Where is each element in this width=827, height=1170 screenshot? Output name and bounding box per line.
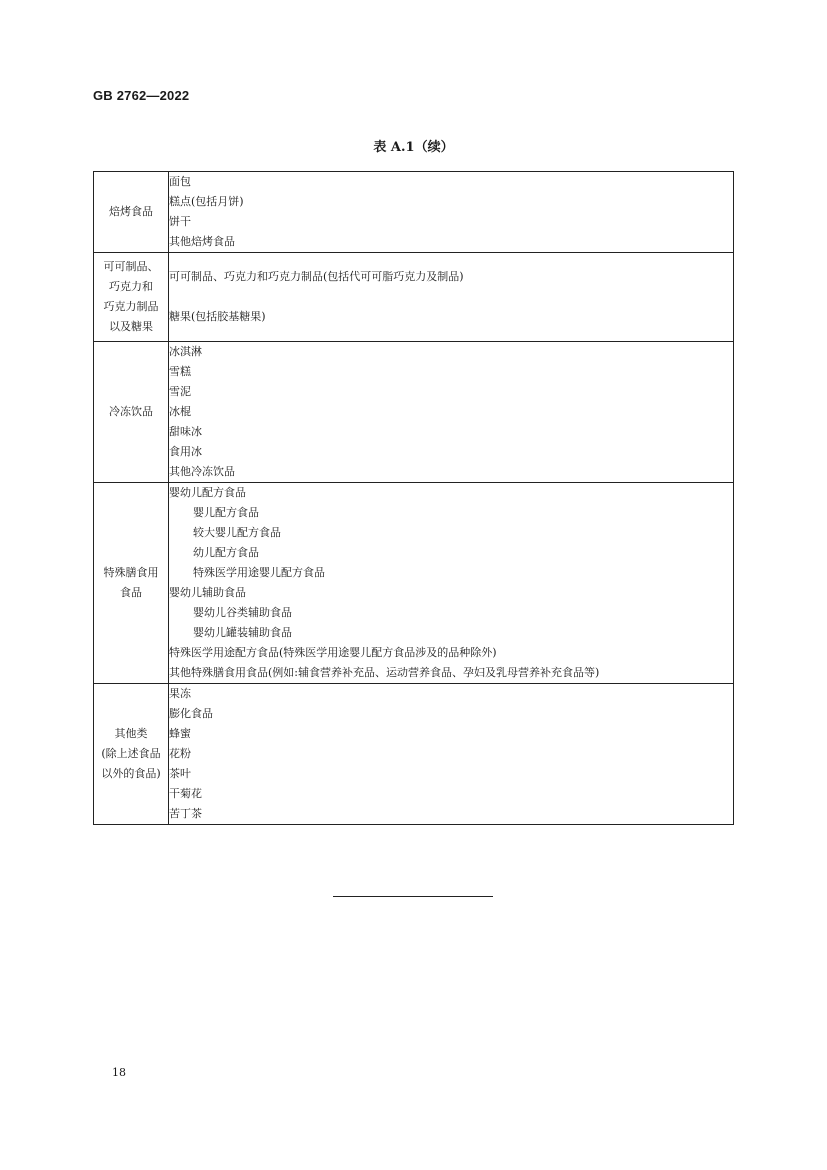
food-item: 其他冷冻饮品 — [169, 465, 235, 478]
table-body — [94, 172, 734, 825]
category-label-line: 巧克力制品 — [103, 300, 159, 313]
items-cell — [169, 483, 734, 684]
category-label-line: 以及糖果 — [109, 320, 153, 333]
category-label-line: 焙烤食品 — [109, 205, 153, 218]
table-row — [94, 684, 734, 825]
food-item: 糖果(包括胶基糖果) — [169, 310, 266, 323]
food-item: 花粉 — [169, 747, 191, 760]
table-row — [94, 342, 734, 483]
standard-code: GB 2762—2022 — [93, 88, 190, 103]
food-item: 果冻 — [169, 687, 191, 700]
food-item: 其他特殊膳食用食品(例如:辅食营养补充品、运动营养食品、孕妇及乳母营养补充食品等) — [169, 666, 600, 679]
food-item: 婴幼儿辅助食品 — [169, 586, 246, 599]
end-rule — [333, 896, 493, 897]
sub-food-item: 较大婴儿配方食品 — [193, 526, 281, 539]
items-cell — [169, 342, 734, 483]
food-item: 特殊医学用途配方食品(特殊医学用途婴儿配方食品涉及的品种除外) — [169, 646, 497, 659]
sub-food-item: 幼儿配方食品 — [193, 546, 259, 559]
food-item: 面包 — [169, 175, 191, 188]
category-label-line: 特殊膳食用 — [103, 566, 159, 579]
food-item: 婴幼儿配方食品 — [169, 486, 246, 499]
category-label-line: 巧克力和 — [109, 280, 153, 293]
category-label-line: 食品 — [120, 586, 142, 599]
food-item: 甜味冰 — [169, 425, 202, 438]
category-label-line: (除上述食品 — [101, 747, 161, 760]
category-label-line: 其他类 — [114, 727, 148, 740]
food-item: 食用冰 — [169, 445, 202, 458]
food-item: 其他焙烤食品 — [169, 235, 235, 248]
sub-food-item: 婴儿配方食品 — [193, 506, 259, 519]
food-item: 饼干 — [169, 215, 191, 228]
food-item: 糕点(包括月饼) — [169, 195, 244, 208]
food-item: 蜂蜜 — [169, 727, 191, 740]
category-cell — [94, 684, 169, 825]
table-row — [94, 253, 734, 342]
category-label-line: 冷冻饮品 — [109, 405, 153, 418]
food-item: 膨化食品 — [169, 707, 213, 720]
food-item: 雪泥 — [169, 385, 191, 398]
food-item: 可可制品、巧克力和巧克力制品(包括代可可脂巧克力及制品) — [169, 270, 464, 283]
category-label-line: 可可制品、 — [103, 260, 159, 273]
category-cell — [94, 342, 169, 483]
page-number: 18 — [112, 1066, 126, 1079]
table-title: 表 A.1（续） — [373, 140, 454, 155]
items-cell — [169, 684, 734, 825]
items-cell — [169, 172, 734, 253]
table-row — [94, 483, 734, 684]
food-item: 干菊花 — [169, 787, 202, 800]
food-item: 冰淇淋 — [169, 345, 202, 358]
table-row — [94, 172, 734, 253]
sub-food-item: 婴幼儿谷类辅助食品 — [193, 606, 292, 619]
category-cell — [94, 483, 169, 684]
food-category-table — [93, 171, 734, 825]
category-cell — [94, 172, 169, 253]
sub-food-item: 婴幼儿罐装辅助食品 — [193, 626, 292, 639]
category-label-line: 以外的食品) — [101, 767, 161, 780]
sub-food-item: 特殊医学用途婴儿配方食品 — [193, 566, 325, 579]
food-item: 苦丁茶 — [169, 807, 202, 820]
food-item: 雪糕 — [169, 365, 191, 378]
food-item: 冰棍 — [169, 405, 191, 418]
category-cell — [94, 253, 169, 342]
food-item: 茶叶 — [169, 767, 191, 780]
items-cell — [169, 253, 734, 342]
